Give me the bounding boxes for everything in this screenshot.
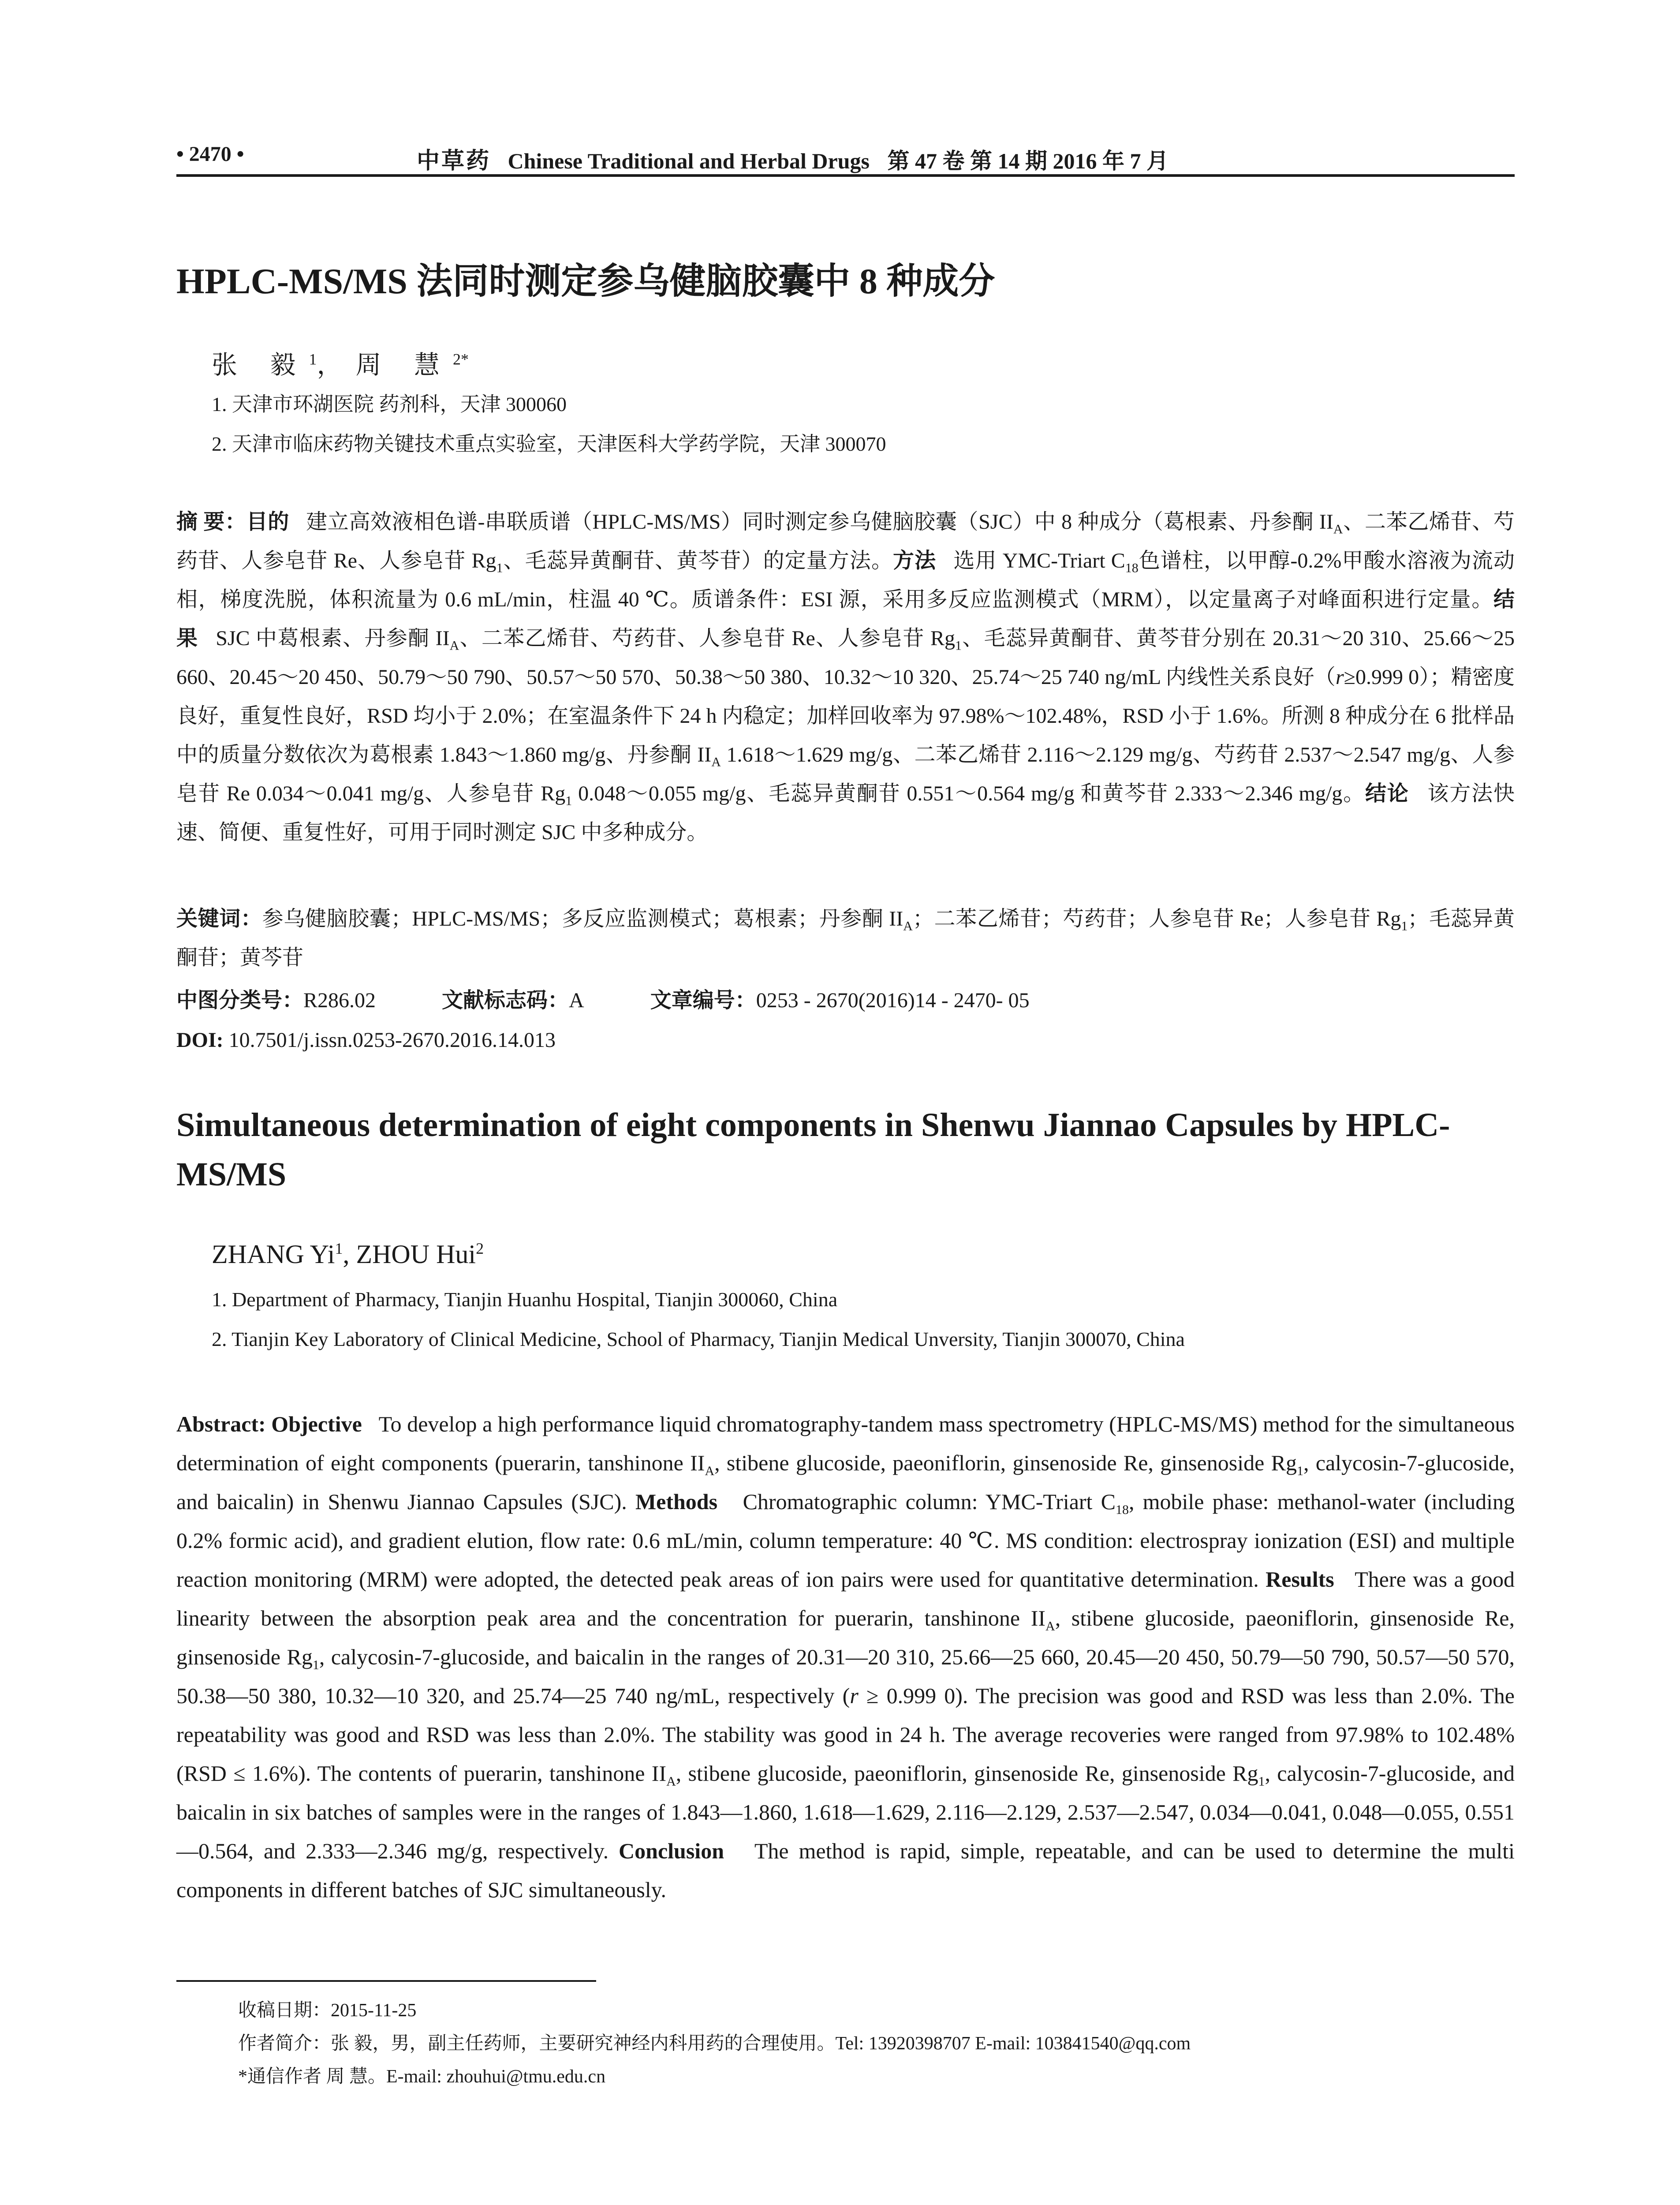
en-author-separator: ,: [343, 1240, 356, 1269]
cn-methods-text-a: 选用 YMC-Triart C: [953, 549, 1125, 572]
doc-code-value: A: [569, 989, 584, 1012]
cn-classification: [176, 981, 1515, 1020]
subscript-1: 1: [1296, 1464, 1303, 1478]
cn-conclusion-text: 该方法快速、简便、重复性好，可用于同时测定 SJC 中多种成分。: [176, 782, 1515, 844]
cn-objective-text-a: 建立高效液相色谱-串联质谱（HPLC-MS/MS）同时测定参乌健脑胶囊（SJC）中 8 种成分（葛根素、丹参酮 II: [306, 510, 1333, 534]
subscript-a: A: [449, 638, 459, 653]
cn-objective-text-b: 、二苯乙烯苷、芍药苷、人参皂苷 Re、人参皂苷 Rg: [176, 510, 1515, 572]
cn-conclusion-label: 结论: [1365, 782, 1409, 805]
cn-results-text-c: 、毛蕊异黄酮苷、黄芩苷分别在 20.31～20 310、25.66～25 660、20.45～20 450、50.79～50 790、50.57～50 570、50.38～50 380、10.32～10 320、25.74～25 740 ng/mL 内线性关系良好（: [176, 627, 1515, 689]
cn-author-1-sup: 1: [309, 350, 317, 368]
en-author-2-sup: 2: [476, 1240, 484, 1257]
cn-affiliation-2: 2. 天津市临床药物关键技术重点实验室，天津医科大学药学院，天津 300070: [212, 433, 886, 455]
cn-affiliation-1: 1. 天津市环湖医院 药剂科，天津 300060: [212, 393, 567, 415]
cn-keywords-text-b: ；二苯乙烯苷；芍药苷；人参皂苷 Re；人参皂苷 Rg: [912, 907, 1401, 931]
cn-methods-label: 方法: [893, 549, 937, 572]
journal-name-cn: 中草药: [417, 149, 491, 174]
subscript-a: A: [711, 755, 721, 770]
en-authors: [212, 1239, 484, 1270]
en-objective-text-b: , stibene glucoside, paeoniflorin, ginsenoside Re, ginsenoside Rg: [714, 1450, 1297, 1475]
cn-results-r: r: [1335, 665, 1344, 689]
cn-results-text-b: 、二苯乙烯苷、芍药苷、人参皂苷 Re、人参皂苷 Rg: [459, 627, 955, 650]
subscript-18: 18: [1115, 1502, 1129, 1517]
en-affiliation-2: 2. Tianjin Key Laboratory of Clinical Medicine, School of Pharmacy, Tianjin Medical Unversity, Tianjin 300070, China: [212, 1328, 1185, 1350]
footnote-corresponding: *通信作者 周 慧。E-mail: zhouhui@tmu.edu.cn: [238, 2067, 606, 2087]
header-rule: [176, 174, 1515, 177]
footnote-rule: [176, 1980, 596, 1982]
en-results-text-a: There was a good linearity between the absorption peak area and the concentration for puerarin, tanshinone II: [176, 1567, 1515, 1630]
doi-label: DOI:: [176, 1028, 224, 1052]
en-conclusion-text: The method is rapid, simple, repeatable, and can be used to determine the multi components in different batches of SJC simultaneously.: [176, 1839, 1515, 1902]
doi: [176, 1021, 1515, 1060]
cn-title: HPLC-MS/MS 法同时测定参乌健脑胶囊中 8 种成分: [176, 261, 995, 301]
subscript-a: A: [705, 1464, 715, 1478]
doc-code-label: 文献标志码：: [442, 989, 569, 1012]
cn-keywords: [176, 900, 1515, 977]
en-affiliation-1: 1. Department of Pharmacy, Tianjin Huanhu Hospital, Tianjin 300060, China: [212, 1288, 838, 1311]
subscript-1: 1: [565, 793, 572, 808]
en-methods-text-a: Chromatographic column: YMC-Triart C: [743, 1489, 1116, 1514]
subscript-a: A: [903, 919, 913, 934]
subscript-a: A: [1045, 1619, 1055, 1633]
cn-authors: 张 毅$^1$，周 慧$^{2*}$: [212, 350, 469, 379]
article-number-value: 0253 - 2670(2016)14 - 2470- 05: [756, 989, 1030, 1012]
subscript-1: 1: [312, 1658, 319, 1672]
subscript-1: 1: [496, 561, 503, 576]
en-results-text-f: , calycosin-7-glucoside, and baicalin in six batches of samples were in the ranges of 1.843—1.860, 1.618—1.629, 2.116—2.129, 2.537—2.547, 0.034—0.041, 0.048—0.055, 0.551—0.564, and 2.333—2.346 mg/g, respectively.: [176, 1761, 1515, 1863]
subscript-18: 18: [1125, 561, 1139, 576]
en-methods-text-b: , mobile phase: methanol-water (including 0.2% formic acid), and gradient elution, flow rate: 0.6 mL/min, column temperature: 40 ℃. MS condition: electrospray ionization (ESI) and multiple reaction monitoring (MRM) were adopted, the detected peak areas of ion pairs were used for quantitative determination.: [176, 1489, 1515, 1592]
cn-author-2: 周 慧: [355, 351, 453, 379]
journal-name-en: Chinese Traditional and Herbal Drugs: [508, 149, 870, 173]
en-author-2: ZHOU Hui: [356, 1240, 476, 1269]
cn-objective-text-c: 、毛蕊异黄酮苷、黄芩苷）的定量方法。: [503, 549, 893, 572]
subscript-1: 1: [1401, 919, 1408, 934]
cn-objective-label: 目的: [246, 510, 290, 534]
cn-results-text-d: ≥0.999 0）；精密度良好，重复性良好，RSD 均小于 2.0%；在室温条件下 24 h 内稳定；加样回收率为 97.98%～102.48%，RSD 小于 1.6%。所测 8 种成分在 6 批样品中的质量分数依次为葛根素 1.843～1.860 mg/g、丹参酮 II: [176, 665, 1515, 766]
cn-results-label: 结果: [176, 588, 1515, 650]
en-results-label: Results: [1266, 1567, 1334, 1592]
en-title: Simultaneous determination of eight components in Shenwu Jiannao Capsules by HPLC-MS/MS: [176, 1106, 1450, 1193]
cn-keywords-text-a: 参乌健脑胶囊；HPLC-MS/MS；多反应监测模式；葛根素；丹参酮 II: [262, 907, 903, 931]
cn-author-1: 张 毅: [212, 351, 309, 379]
en-results-text-b: , stibene glucoside, paeoniflorin, ginsenoside Re, ginsenoside Rg: [176, 1606, 1515, 1669]
page-number: • 2470 •: [176, 142, 244, 166]
en-methods-label: Methods: [635, 1489, 718, 1514]
cn-abstract: [176, 503, 1515, 852]
footnote-received: 收稿日期：2015-11-25: [238, 2000, 417, 2021]
en-results-text-c: , calycosin-7-glucoside, and baicalin in the ranges of 20.31—20 310, 25.66—25 660, 20.45—20 450, 50.79—50 790, 50.57—50 570, 50.38—50 380, 10.32—10 320, and 25.74—25 740 ng/mL, respectively (: [176, 1644, 1515, 1708]
en-results-r: r: [850, 1683, 859, 1708]
class-value: R286.02: [303, 989, 376, 1012]
cn-results-text-e: 1.618～1.629 mg/g、二苯乙烯苷 2.116～2.129 mg/g、芍药苷 2.537～2.547 mg/g、人参皂苷 Re 0.034～0.041 mg/g、人参皂苷 Rg: [176, 743, 1515, 805]
cn-author-2-sup: 2*: [453, 350, 469, 368]
en-objective-text-a: To develop a high performance liquid chromatography-tandem mass spectrometry (HPLC-MS/MS) method for the simultaneous determination of eight components (puerarin, tanshinone II: [176, 1412, 1515, 1475]
cn-keywords-text-c: ；毛蕊异黄酮苷；黄芩苷: [176, 907, 1515, 969]
journal-header: [417, 142, 1169, 175]
subscript-a: A: [666, 1774, 676, 1789]
en-abstract-label: Abstract: Objective: [176, 1412, 362, 1436]
class-label: 中图分类号：: [176, 989, 304, 1012]
subscript-1: 1: [955, 638, 962, 653]
en-author-1: ZHANG Yi: [212, 1240, 335, 1269]
subscript-a: A: [1333, 522, 1343, 537]
en-conclusion-label: Conclusion: [619, 1839, 724, 1863]
cn-keywords-label: 关键词：: [176, 907, 262, 931]
cn-abstract-label: 摘 要：: [176, 510, 246, 534]
en-results-text-d: ≥ 0.999 0). The precision was good and RSD was less than 2.0%. The repeatability was good and RSD was less than 2.0%. The stability was good in 24 h. The average recoveries were ranged from 97.98% to 102.48% (RSD ≤ 1.6%). The contents of puerarin, tanshinone II: [176, 1683, 1515, 1786]
doi-value[interactable]: 10.7501/j.issn.0253-2670.2016.14.013: [228, 1028, 556, 1052]
cn-results-text-f: 0.048～0.055 mg/g、毛蕊异黄酮苷 0.551～0.564 mg/g 和黄芩苷 2.333～2.346 mg/g。: [572, 782, 1365, 805]
cn-results-text-a: SJC 中葛根素、丹参酮 II: [216, 627, 450, 650]
journal-issue: 第 47 卷 第 14 期 2016 年 7 月: [887, 149, 1169, 173]
en-results-text-e: , stibene glucoside, paeoniflorin, ginsenoside Re, ginsenoside Rg: [676, 1761, 1258, 1786]
en-abstract: [176, 1405, 1515, 1909]
subscript-1: 1: [1258, 1774, 1265, 1789]
article-number-label: 文章编号：: [650, 989, 756, 1012]
en-objective-text-c: , calycosin-7-glucoside, and baicalin) in Shenwu Jiannao Capsules (SJC).: [176, 1450, 1515, 1514]
footnote-author-bio: 作者简介：张 毅，男，副主任药师，主要研究神经内科用药的合理使用。Tel: 13920398707 E-mail: 103841540@qq.com: [238, 2033, 1191, 2054]
cn-methods-text-b: 色谱柱，以甲醇-0.2%甲酸水溶液为流动相，梯度洗脱，体积流量为 0.6 mL/min，柱温 40 ℃。质谱条件：ESI 源，采用多反应监测模式（MRM），以定量离子对峰面积进行定量。: [176, 549, 1515, 611]
en-author-1-sup: 1: [335, 1240, 343, 1257]
